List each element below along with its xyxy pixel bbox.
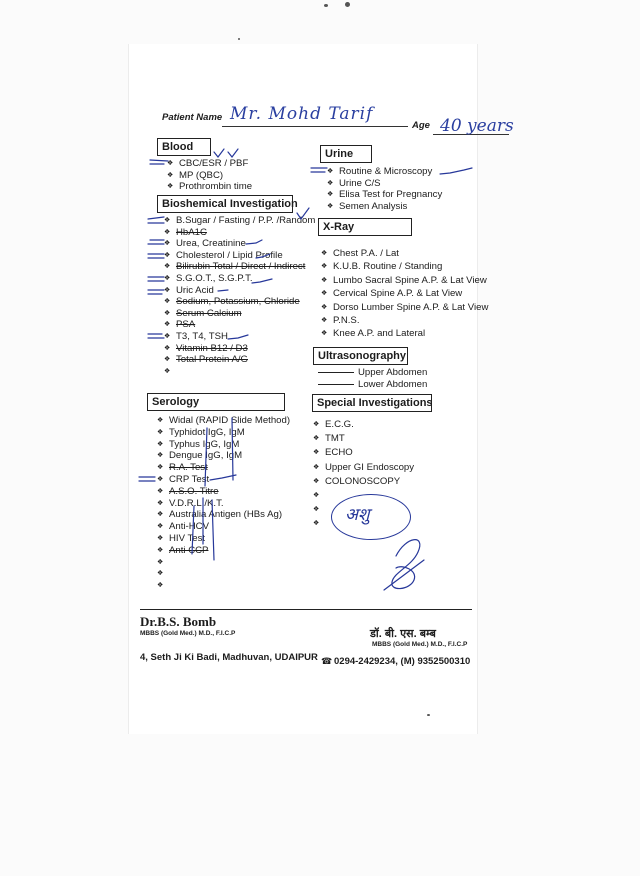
- patient-name-label: Patient Name: [162, 112, 223, 123]
- bracket-mark: [192, 418, 233, 560]
- doctor-qualifications-right: MBBS (Gold Med.) M.D., F.I.C.P: [372, 641, 468, 648]
- list-item: ❖ S.G.O.T., S.G.P.T.: [164, 273, 315, 285]
- list-item: ❖ Urea, Creatinine: [164, 238, 315, 250]
- list-item: ❖ Total Protein A/G: [164, 354, 315, 366]
- list-item: ❖ MP (QBC): [167, 170, 252, 182]
- handwritten-note: अशु: [345, 505, 370, 524]
- clinic-address: 4, Seth Ji Ki Badi, Madhuvan, UDAIPUR: [140, 652, 318, 663]
- dash-mark: [311, 168, 327, 172]
- age-label: Age: [412, 120, 430, 131]
- tick-mark: [210, 475, 236, 480]
- list-item: ❖ Typhidot IgG, IgM: [157, 427, 290, 439]
- dash-mark: [148, 277, 164, 294]
- lower-abdomen-label: Lower Abdomen: [358, 379, 428, 390]
- xray-section-title: X-Ray: [318, 218, 412, 236]
- list-item: ❖ Sodium, Potassium, Chloride: [164, 296, 315, 308]
- list-item: ❖ V.D.R.L./K.T.: [157, 498, 290, 510]
- blood-section-title: Blood: [157, 138, 211, 156]
- scan-speck: [345, 2, 350, 7]
- list-item: ❖ Dorso Lumber Spine A.P. & Lat View: [321, 301, 488, 314]
- list-item: ❖ Semen Analysis: [327, 201, 442, 213]
- list-item: ❖ Bilirubin Total / Direct / Indirect: [164, 261, 315, 273]
- doctor-name-hindi: डॉ. बी. एस. बम्ब: [370, 628, 436, 640]
- list-item: ❖ Anti CCP: [157, 545, 290, 557]
- patient-name-value: Mr. Mohd Tarif: [230, 104, 374, 124]
- list-item: ❖ A.S.O. Titre: [157, 486, 290, 498]
- list-item: ❖ Cervical Spine A.P. & Lat View: [321, 287, 488, 300]
- tick-mark: [218, 240, 272, 339]
- list-item: ❖ CBC/ESR / PBF: [167, 158, 252, 170]
- list-item: ❖ PSA: [164, 319, 315, 331]
- doctor-qualifications: MBBS (Gold Med.) M.D., F.I.C.P: [140, 630, 236, 637]
- list-item: ❖ Serum Calcium: [164, 308, 315, 320]
- list-item: ❖ CRP Test: [157, 474, 290, 486]
- ultrasonography-section-title: Ultrasonography: [313, 347, 408, 365]
- list-item: ❖ Lumbo Sacral Spine A.P. & Lat View: [321, 274, 488, 287]
- list-item: ❖ HIV Test: [157, 533, 290, 545]
- list-item: ❖ Elisa Test for Pregnancy: [327, 189, 442, 201]
- list-item: ❖ Uric Acid: [164, 285, 315, 297]
- list-item: ❖ Cholesterol / Lipid Profile: [164, 250, 315, 262]
- special-section-title: Special Investigations: [312, 394, 432, 412]
- dash-mark: [150, 160, 168, 164]
- list-item: ❖ Anti-HCV: [157, 521, 290, 533]
- list-item: ❖ Routine & Microscopy: [327, 166, 442, 178]
- list-item: ❖ Chest P.A. / Lat: [321, 247, 488, 260]
- list-item: ❖ T3, T4, TSH: [164, 331, 315, 343]
- list-item: ❖ HbA1C: [164, 227, 315, 239]
- list-item: ❖ E.C.G.: [313, 418, 414, 432]
- list-item: ❖ ECHO: [313, 446, 414, 460]
- tick-mark: [214, 149, 238, 157]
- tick-mark: [440, 168, 472, 174]
- list-item: ❖ Widal (RAPID Slide Method): [157, 415, 290, 427]
- list-item: ❖ Prothrombin time: [167, 181, 252, 193]
- list-item: ❖ Vitamin B12 / D3: [164, 343, 315, 355]
- upper-abdomen-label: Upper Abdomen: [358, 367, 428, 378]
- list-item: ❖ Upper GI Endoscopy: [313, 461, 414, 475]
- dash-mark: [148, 334, 164, 338]
- list-item: ❖ P.N.S.: [321, 314, 488, 327]
- list-item: ❖ Australia Antigen (HBs Ag): [157, 509, 290, 521]
- phone-icon: ☎: [321, 656, 333, 666]
- doctor-name: Dr.B.S. Bomb: [140, 614, 217, 629]
- list-item: ❖ B.Sugar / Fasting / P.P. /Random: [164, 215, 315, 227]
- scan-speck: [427, 714, 430, 716]
- urine-section-title: Urine: [320, 145, 372, 163]
- list-item: ❖ TMT: [313, 432, 414, 446]
- scan-speck: [238, 38, 240, 40]
- list-item: ❖ K.U.B. Routine / Standing: [321, 260, 488, 273]
- list-item: ❖ Typhus IgG, IgM: [157, 439, 290, 451]
- scan-speck: [324, 4, 328, 7]
- signature-mark: [384, 540, 424, 590]
- list-item: ❖ Urine C/S: [327, 178, 442, 190]
- tick-mark: [297, 208, 309, 219]
- biochemical-section-title: Bioshemical Investigation: [157, 195, 293, 213]
- dash-mark: [148, 240, 164, 258]
- serology-section-title: Serology: [147, 393, 285, 411]
- dash-mark: [148, 217, 164, 223]
- clinic-phone: 0294-2429234, (M) 9352500310: [334, 656, 471, 667]
- list-item: ❖ Knee A.P. and Lateral: [321, 327, 488, 340]
- list-item: ❖ Dengue IgG, IgM: [157, 450, 290, 462]
- list-item: ❖ R.A. Test: [157, 462, 290, 474]
- dash-mark: [139, 477, 155, 481]
- list-item: ❖ COLONOSCOPY: [313, 475, 414, 489]
- age-value: 40 years: [440, 116, 514, 136]
